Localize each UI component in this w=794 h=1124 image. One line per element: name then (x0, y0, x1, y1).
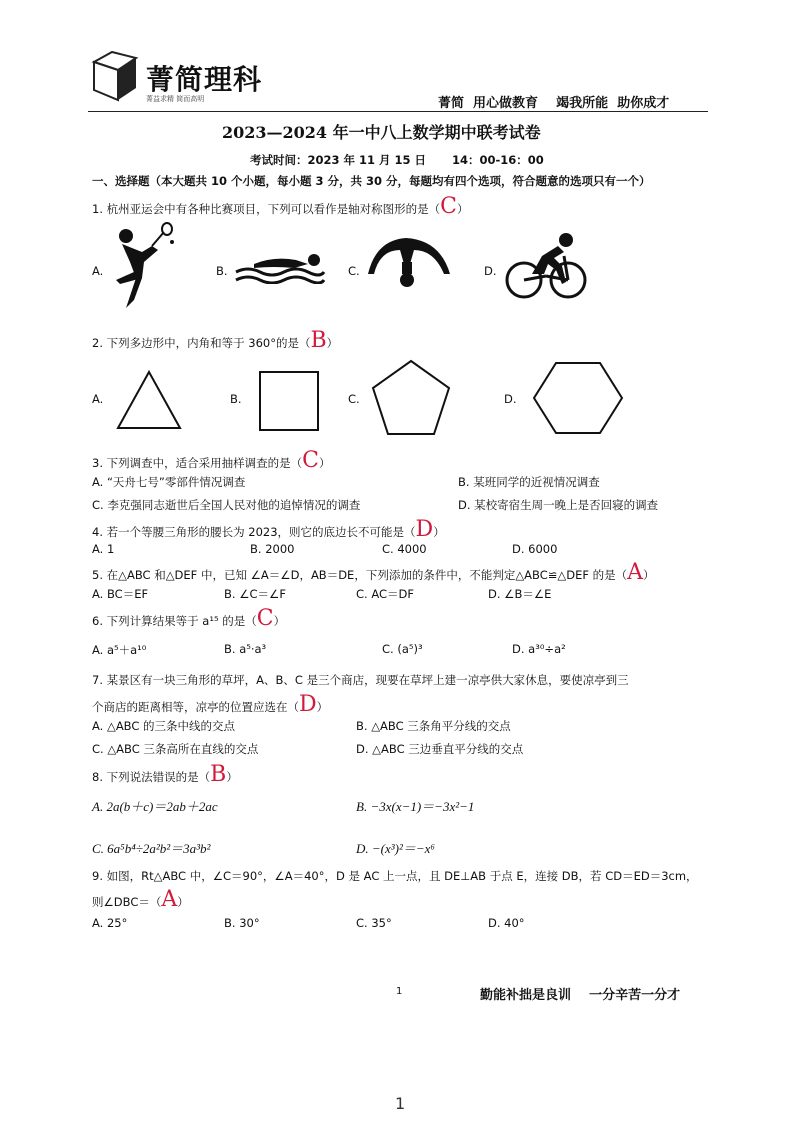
option: C. (a⁵)³ (382, 642, 423, 656)
logo-text: 菁简理科 (146, 63, 263, 96)
cyclist-icon (504, 230, 588, 302)
option-label: A. (92, 392, 104, 406)
question-stem: 个商店的距离相等，凉亭的位置应选在（ (92, 700, 299, 714)
question-stem: 2. 下列多边形中，内角和等于 360°的是（ (92, 336, 311, 350)
option: B. −3x(x−1)＝−3x²−1 (356, 799, 475, 814)
option-label: A. (92, 264, 104, 278)
option: D. −(x³)²＝−x⁶ (356, 841, 435, 856)
question-stem: 9. 如图，Rt△ABC 中，∠C＝90°，∠A＝40°，D 是 AC 上一点，且 DE⊥AB 于点 E，连接 DB，若 CD＝ED＝3cm， (92, 869, 698, 883)
handwritten-answer: B (210, 762, 227, 787)
exam-time-range: 14：00-16：00 (452, 153, 544, 167)
option: B. 2000 (250, 542, 295, 556)
option: C. △ABC 三条高所在直线的交点 (92, 742, 259, 756)
option: A. 2a(b＋c)＝2ab＋2ac (92, 799, 218, 814)
scan-page-number: 1 (395, 1094, 406, 1113)
cube-logo-icon (90, 48, 140, 102)
question-stem: 8. 下列说法错误的是（ (92, 770, 211, 784)
option: D. 6000 (512, 542, 558, 556)
option: B. a⁵·a³ (224, 642, 267, 656)
option-label: C. (348, 392, 360, 406)
footer-motto: 勤能补拙是良训 一分辛苦一分才 (480, 988, 681, 1003)
square-shape (258, 370, 322, 434)
exam-time: 考试时间：2023 年 11 月 15 日 (250, 153, 427, 167)
option: A. a⁵＋a¹⁰ (92, 643, 147, 657)
question-stem: 4. 若一个等腰三角形的腰长为 2023，则它的底边长不可能是（ (92, 525, 416, 539)
handwritten-answer: D (299, 692, 317, 717)
option: A. 25° (92, 916, 128, 930)
option: C. 6a⁵b⁴÷2a²b²＝3a³b² (92, 841, 211, 856)
option: C. 4000 (382, 542, 427, 556)
option: C. 李克强同志逝世后全国人民对他的追悼情况的调查 (92, 498, 361, 512)
option: D. 40° (488, 916, 525, 930)
badminton-player-icon (112, 222, 178, 312)
section-title: 一、选择题（本大题共 10 个小题，每小题 3 分，共 30 分，每题均有四个选项，符合题意的选项只有一个） (92, 174, 651, 188)
header-divider (88, 111, 708, 112)
triangle-shape (114, 368, 184, 432)
pentagon-shape (370, 358, 452, 438)
handwritten-answer: A (161, 887, 178, 912)
logo-tagline: 菁益求精 简而高明 (146, 95, 205, 103)
option-label: C. (348, 264, 360, 278)
gymnast-icon (366, 234, 452, 292)
handwritten-answer: A (627, 560, 644, 585)
question-stem: 则∠DBC＝（ (92, 895, 162, 909)
option: D. ∠B＝∠E (488, 587, 552, 601)
question-stem: 6. 下列计算结果等于 a¹⁵ 的是（ (92, 614, 257, 628)
handwritten-answer: C (302, 448, 319, 473)
question-stem: 1. 杭州亚运会中有各种比赛项目，下列可以看作是轴对称图形的是（ (92, 202, 441, 216)
option: B. △ABC 三条角平分线的交点 (356, 719, 511, 733)
option: A. △ABC 的三条中线的交点 (92, 719, 236, 733)
option-label: B. (216, 264, 228, 278)
option-label: D. (504, 392, 517, 406)
header-slogan: 菁简 用心做教育 竭我所能 助你成才 (438, 96, 670, 111)
exam-title: 2023—2024 年一中八上数学期中联考试卷 (222, 123, 541, 142)
swimmer-icon (234, 252, 326, 284)
option: B. 30° (224, 916, 260, 930)
question-stem: 7. 某景区有一块三角形的草坪，A、B、C 是三个商店，现要在草坪上建一凉亭供大家休息，要使凉亭到三 (92, 673, 629, 687)
option: A. 1 (92, 542, 115, 556)
option: C. AC＝DF (356, 587, 415, 601)
option: B. 某班同学的近视情况调查 (458, 475, 600, 489)
option: D. a³⁰÷a² (512, 642, 566, 656)
option: D. 某校寄宿生周一晚上是否回寝的调查 (458, 498, 659, 512)
handwritten-answer: D (415, 517, 434, 542)
option: B. ∠C＝∠F (224, 587, 286, 601)
option: A. BC＝EF (92, 587, 149, 601)
hexagon-shape (532, 360, 624, 436)
option: D. △ABC 三边垂直平分线的交点 (356, 742, 524, 756)
question-stem: 3. 下列调查中，适合采用抽样调查的是（ (92, 456, 303, 470)
option: C. 35° (356, 916, 392, 930)
option: A. “天舟七号”零部件情况调查 (92, 475, 246, 489)
option-label: B. (230, 392, 242, 406)
page-number: 1 (396, 986, 403, 997)
handwritten-answer: C (440, 194, 457, 219)
option-label: D. (484, 264, 497, 278)
handwritten-answer: C (256, 606, 274, 631)
question-stem: 5. 在△ABC 和△DEF 中，已知 ∠A＝∠D，AB＝DE，下列添加的条件中，不能判定△ABC≌△DEF 的是（ (92, 568, 628, 582)
handwritten-answer: B (310, 328, 327, 353)
